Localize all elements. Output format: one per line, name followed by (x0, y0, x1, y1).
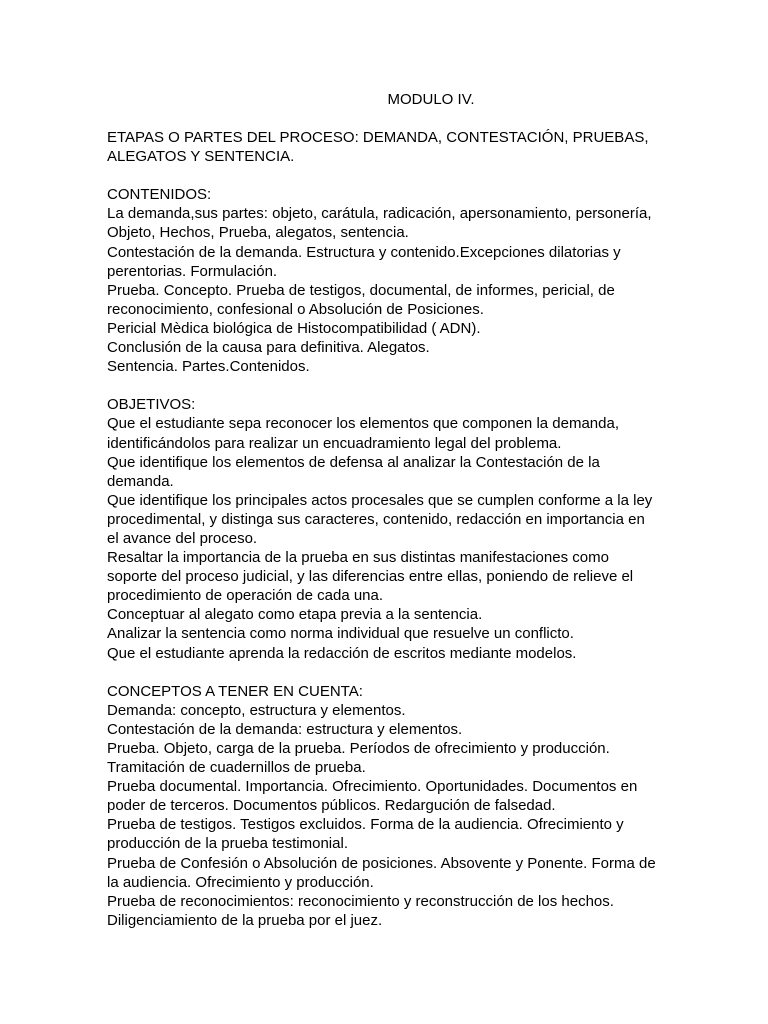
text-line: Que identifique los elementos de defensa al analizar la Contestación de la (107, 453, 600, 471)
text-line: Sentencia. Partes.Contenidos. (107, 358, 310, 376)
text-line: producción de la prueba testimonial. (107, 835, 348, 853)
heading-line: ETAPAS O PARTES DEL PROCESO: DEMANDA, CONTESTACIÓN, PRUEBAS, (107, 129, 649, 146)
text-line: Contestación de la demanda. Estructura y contenido.Excepciones dilatorias y (107, 243, 621, 261)
text-line: procedimiento de operación de cada una. (107, 587, 384, 605)
section-heading-objetivos: OBJETIVOS: (107, 396, 196, 414)
text-line: soporte del proceso judicial, y las diferencias entre ellas, poniendo de relieve el (107, 568, 634, 586)
text-line: Prueba documental. Importancia. Ofrecimiento. Oportunidades. Documentos en (107, 778, 638, 796)
text-line: perentorias. Formulación. (107, 262, 278, 280)
text-line: demanda. (107, 472, 174, 490)
text-line: Prueba de testigos. Testigos excluidos. Forma de la audiencia. Ofrecimiento y (107, 816, 624, 834)
text-line: Prueba. Objeto, carga de la prueba. Períodos de ofrecimiento y producción. (107, 740, 610, 757)
document-title: MODULO IV. (387, 91, 475, 108)
text-line: reconocimiento, confesional o Absolución de Posiciones. (107, 300, 484, 318)
text-line: Conceptuar al alegato como etapa previa a la sentencia. (107, 606, 483, 624)
paragraph-gap (107, 663, 667, 682)
heading-line: ALEGATOS Y SENTENCIA. (107, 148, 295, 166)
paragraph-gap (107, 166, 667, 185)
text-line: Prueba de Confesión o Absolución de posiciones. Absovente y Ponente. Forma de (107, 854, 656, 872)
text-line: identificándolos para realizar un encuadramiento legal del problema. (107, 434, 562, 452)
text-line: Demanda: concepto, estructura y elementos. (107, 701, 406, 719)
text-line: Prueba. Concepto. Prueba de testigos, documental, de informes, pericial, de (107, 281, 615, 299)
text-line: poder de terceros. Documentos públicos. Redargución de falsedad. (107, 797, 556, 815)
section-heading-contenidos: CONTENIDOS: (107, 186, 212, 204)
text-line: procedimental, y distinga sus caracteres, contenido, redacción en importancia en (107, 510, 645, 528)
text-line: Que el estudiante sepa reconocer los elementos que componen la demanda, (107, 415, 619, 433)
text-line: Que identifique los principales actos procesales que se cumplen conforme a la ley (107, 491, 653, 509)
text-line: Conclusión de la causa para definitiva. Alegatos. (107, 339, 430, 357)
text-line: Contestación de la demanda: estructura y elementos. (107, 720, 463, 738)
text-line: Tramitación de cuadernillos de prueba. (107, 759, 366, 777)
document-body (107, 128, 667, 930)
text-line: Objeto, Hechos, Prueba, alegatos, sentencia. (107, 224, 409, 242)
paragraph-gap (107, 376, 667, 395)
text-line: Pericial Mèdica biológica de Histocompatibilidad ( ADN). (107, 319, 481, 337)
text-line: Analizar la sentencia como norma individual que resuelve un conflicto. (107, 625, 574, 643)
text-line: Diligenciamiento de la prueba por el juez. (107, 911, 383, 929)
section-heading-conceptos: CONCEPTOS A TENER EN CUENTA: (107, 682, 363, 700)
text-line: la audiencia. Ofrecimiento y producción. (107, 873, 374, 891)
text-line: Que el estudiante aprenda la redacción de escritos mediante modelos. (107, 644, 577, 662)
text-line: el avance del proceso. (107, 529, 258, 547)
text-line: Prueba de reconocimientos: reconocimiento y reconstrucción de los hechos. (107, 892, 614, 910)
text-line: Resaltar la importancia de la prueba en sus distintas manifestaciones como (107, 549, 609, 567)
text-line: La demanda,sus partes: objeto, carátula, radicación, apersonamiento, personería, (107, 205, 652, 223)
